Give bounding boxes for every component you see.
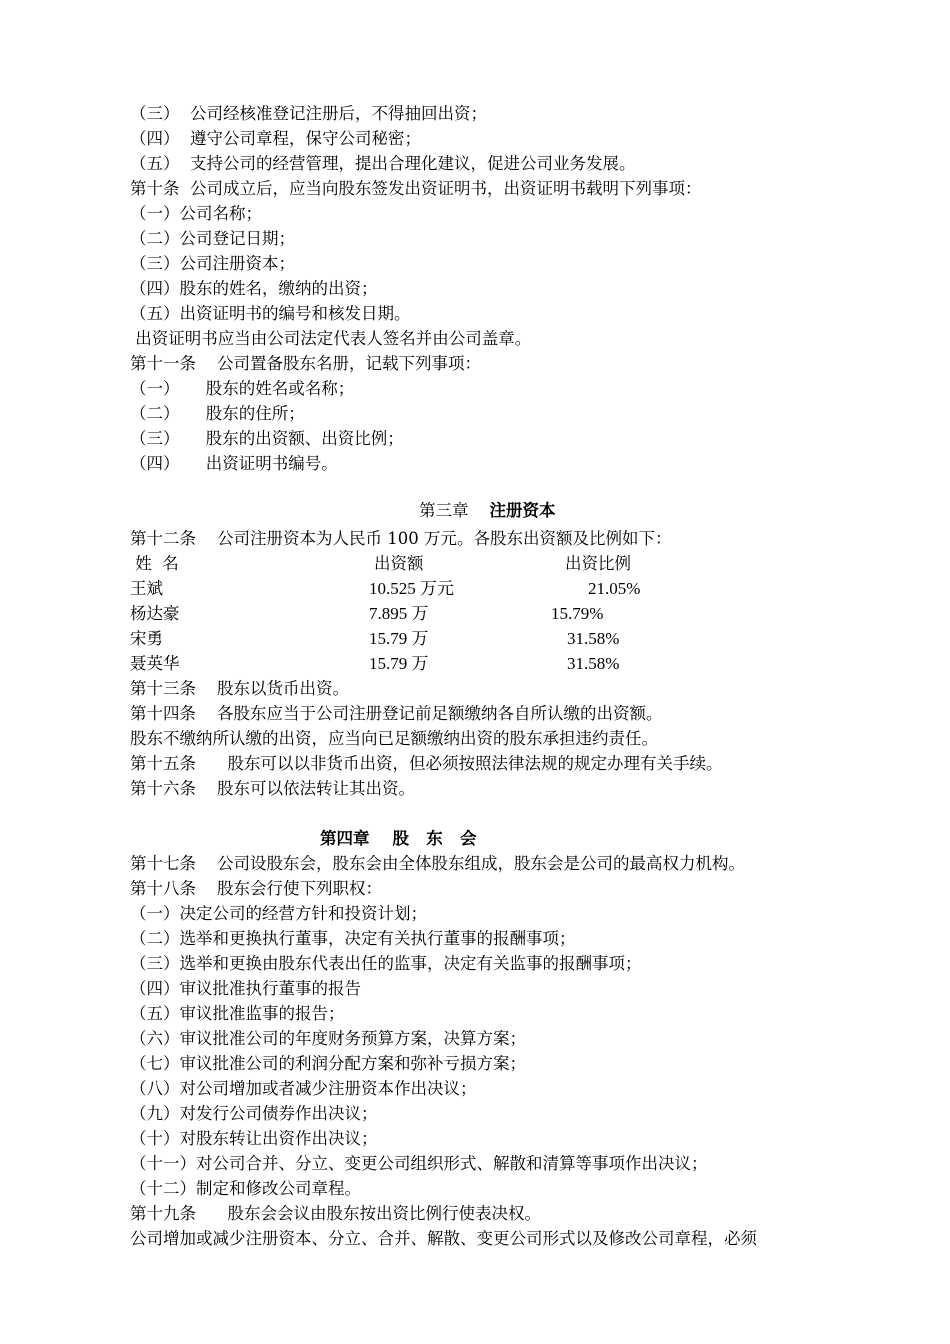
text-line: （二）公司登记日期； — [130, 229, 295, 248]
text-line: （三）选举和更换由股东代表出任的监事，决定有关监事的报酬事项； — [130, 954, 642, 973]
text-line: 第十五条 股东可以以非货币出资，但必须按照法律法规的规定办理有关手续。 — [130, 754, 723, 773]
chapter-heading: 第四章 股 东 会 — [320, 829, 477, 848]
table-cell-amount: 15.79 万 — [369, 654, 429, 673]
table-cell-name: 杨达豪 — [130, 604, 180, 623]
text-line: （三）公司注册资本； — [130, 254, 295, 273]
text-line: （十二）制定和修改公司章程。 — [130, 1179, 361, 1198]
text-line: 第十八条 股东会行使下列职权： — [130, 879, 382, 898]
text-line: （四） 出资证明书编号。 — [130, 454, 338, 473]
text-line: 第十九条 股东会会议由股东按出资比例行使表决权。 — [130, 1204, 541, 1223]
table-cell-name: 王斌 — [130, 579, 163, 598]
table-cell-ratio: 31.58% — [567, 629, 620, 648]
table-cell-name: 宋勇 — [130, 629, 163, 648]
table-cell-name: 聂英华 — [130, 654, 180, 673]
text-line: 第十七条 公司设股东会，股东会由全体股东组成，股东会是公司的最高权力机构。 — [130, 854, 745, 873]
table-cell-amount: 10.525 万元 — [369, 579, 454, 598]
text-line: （六）审议批准公司的年度财务预算方案，决算方案； — [130, 1029, 526, 1048]
table-header-amount: 出资额 — [374, 554, 424, 573]
text-line: 出资证明书应当由公司法定代表人签名并由公司盖章。 — [130, 329, 532, 348]
table-cell-amount: 15.79 万 — [369, 629, 429, 648]
text-line: （四）审议批准执行董事的报告 — [130, 979, 361, 998]
text-line: （四）股东的姓名，缴纳的出资； — [130, 279, 378, 298]
text-line: 公司增加或减少注册资本、分立、合并、解散、变更公司形式以及修改公司章程，必须 — [130, 1229, 757, 1248]
text-line: 第十三条 股东以货币出资。 — [130, 679, 349, 698]
text-line: 第十一条 公司置备股东名册，记载下列事项： — [130, 354, 481, 373]
text-line: （四） 遵守公司章程，保守公司秘密； — [130, 129, 421, 148]
text-line: （二） 股东的住所； — [130, 404, 305, 423]
text-line: （五） 支持公司的经营管理，提出合理化建议，促进公司业务发展。 — [130, 154, 636, 173]
table-header-name: 姓 名 — [130, 554, 179, 573]
table-cell-amount: 7.895 万 — [369, 604, 429, 623]
text-line: （一）公司名称； — [130, 204, 262, 223]
article-line: 第十二条 公司注册资本为人民币 100 万元。各股东出资额及比例如下： — [130, 529, 672, 548]
text-line: （一） 股东的姓名或名称； — [130, 379, 355, 398]
text-line: （十一）对公司合并、分立、变更公司组织形式、解散和清算等事项作出决议； — [130, 1154, 708, 1173]
text-line: 股东不缴纳所认缴的出资，应当向已足额缴纳出资的股东承担违约责任。 — [130, 729, 658, 748]
table-cell-ratio: 21.05% — [588, 579, 641, 598]
text-line: （五）出资证明书的编号和核发日期。 — [130, 304, 411, 323]
text-line: （十）对股东转让出资作出决议； — [130, 1129, 378, 1148]
text-line: 第十六条 股东可以依法转让其出资。 — [130, 779, 415, 798]
text-line: （八）对公司增加或者减少注册资本作出决议； — [130, 1079, 477, 1098]
table-cell-ratio: 31.58% — [567, 654, 620, 673]
chapter-title: 注册资本 — [489, 501, 556, 520]
chapter-prefix: 第三章 — [418, 501, 469, 520]
text-line: （三） 股东的出资额、出资比例； — [130, 429, 404, 448]
text-line: （五）审议批准监事的报告； — [130, 1004, 345, 1023]
table-header-ratio: 出资比例 — [565, 554, 631, 573]
text-line: （三） 公司经核准登记注册后，不得抽回出资； — [130, 104, 487, 123]
text-line: （一）决定公司的经营方针和投资计划； — [130, 904, 427, 923]
text-line: （七）审议批准公司的利润分配方案和弥补亏损方案； — [130, 1054, 526, 1073]
table-cell-ratio: 15.79% — [551, 604, 604, 623]
text-line: （二）选举和更换执行董事，决定有关执行董事的报酬事项； — [130, 929, 576, 948]
text-line: （九）对发行公司债券作出决议； — [130, 1104, 378, 1123]
text-line: 第十四条 各股东应当于公司注册登记前足额缴纳各自所认缴的出资额。 — [130, 704, 663, 723]
text-line: 第十条 公司成立后，应当向股东签发出资证明书，出资证明书载明下列事项： — [130, 179, 702, 198]
